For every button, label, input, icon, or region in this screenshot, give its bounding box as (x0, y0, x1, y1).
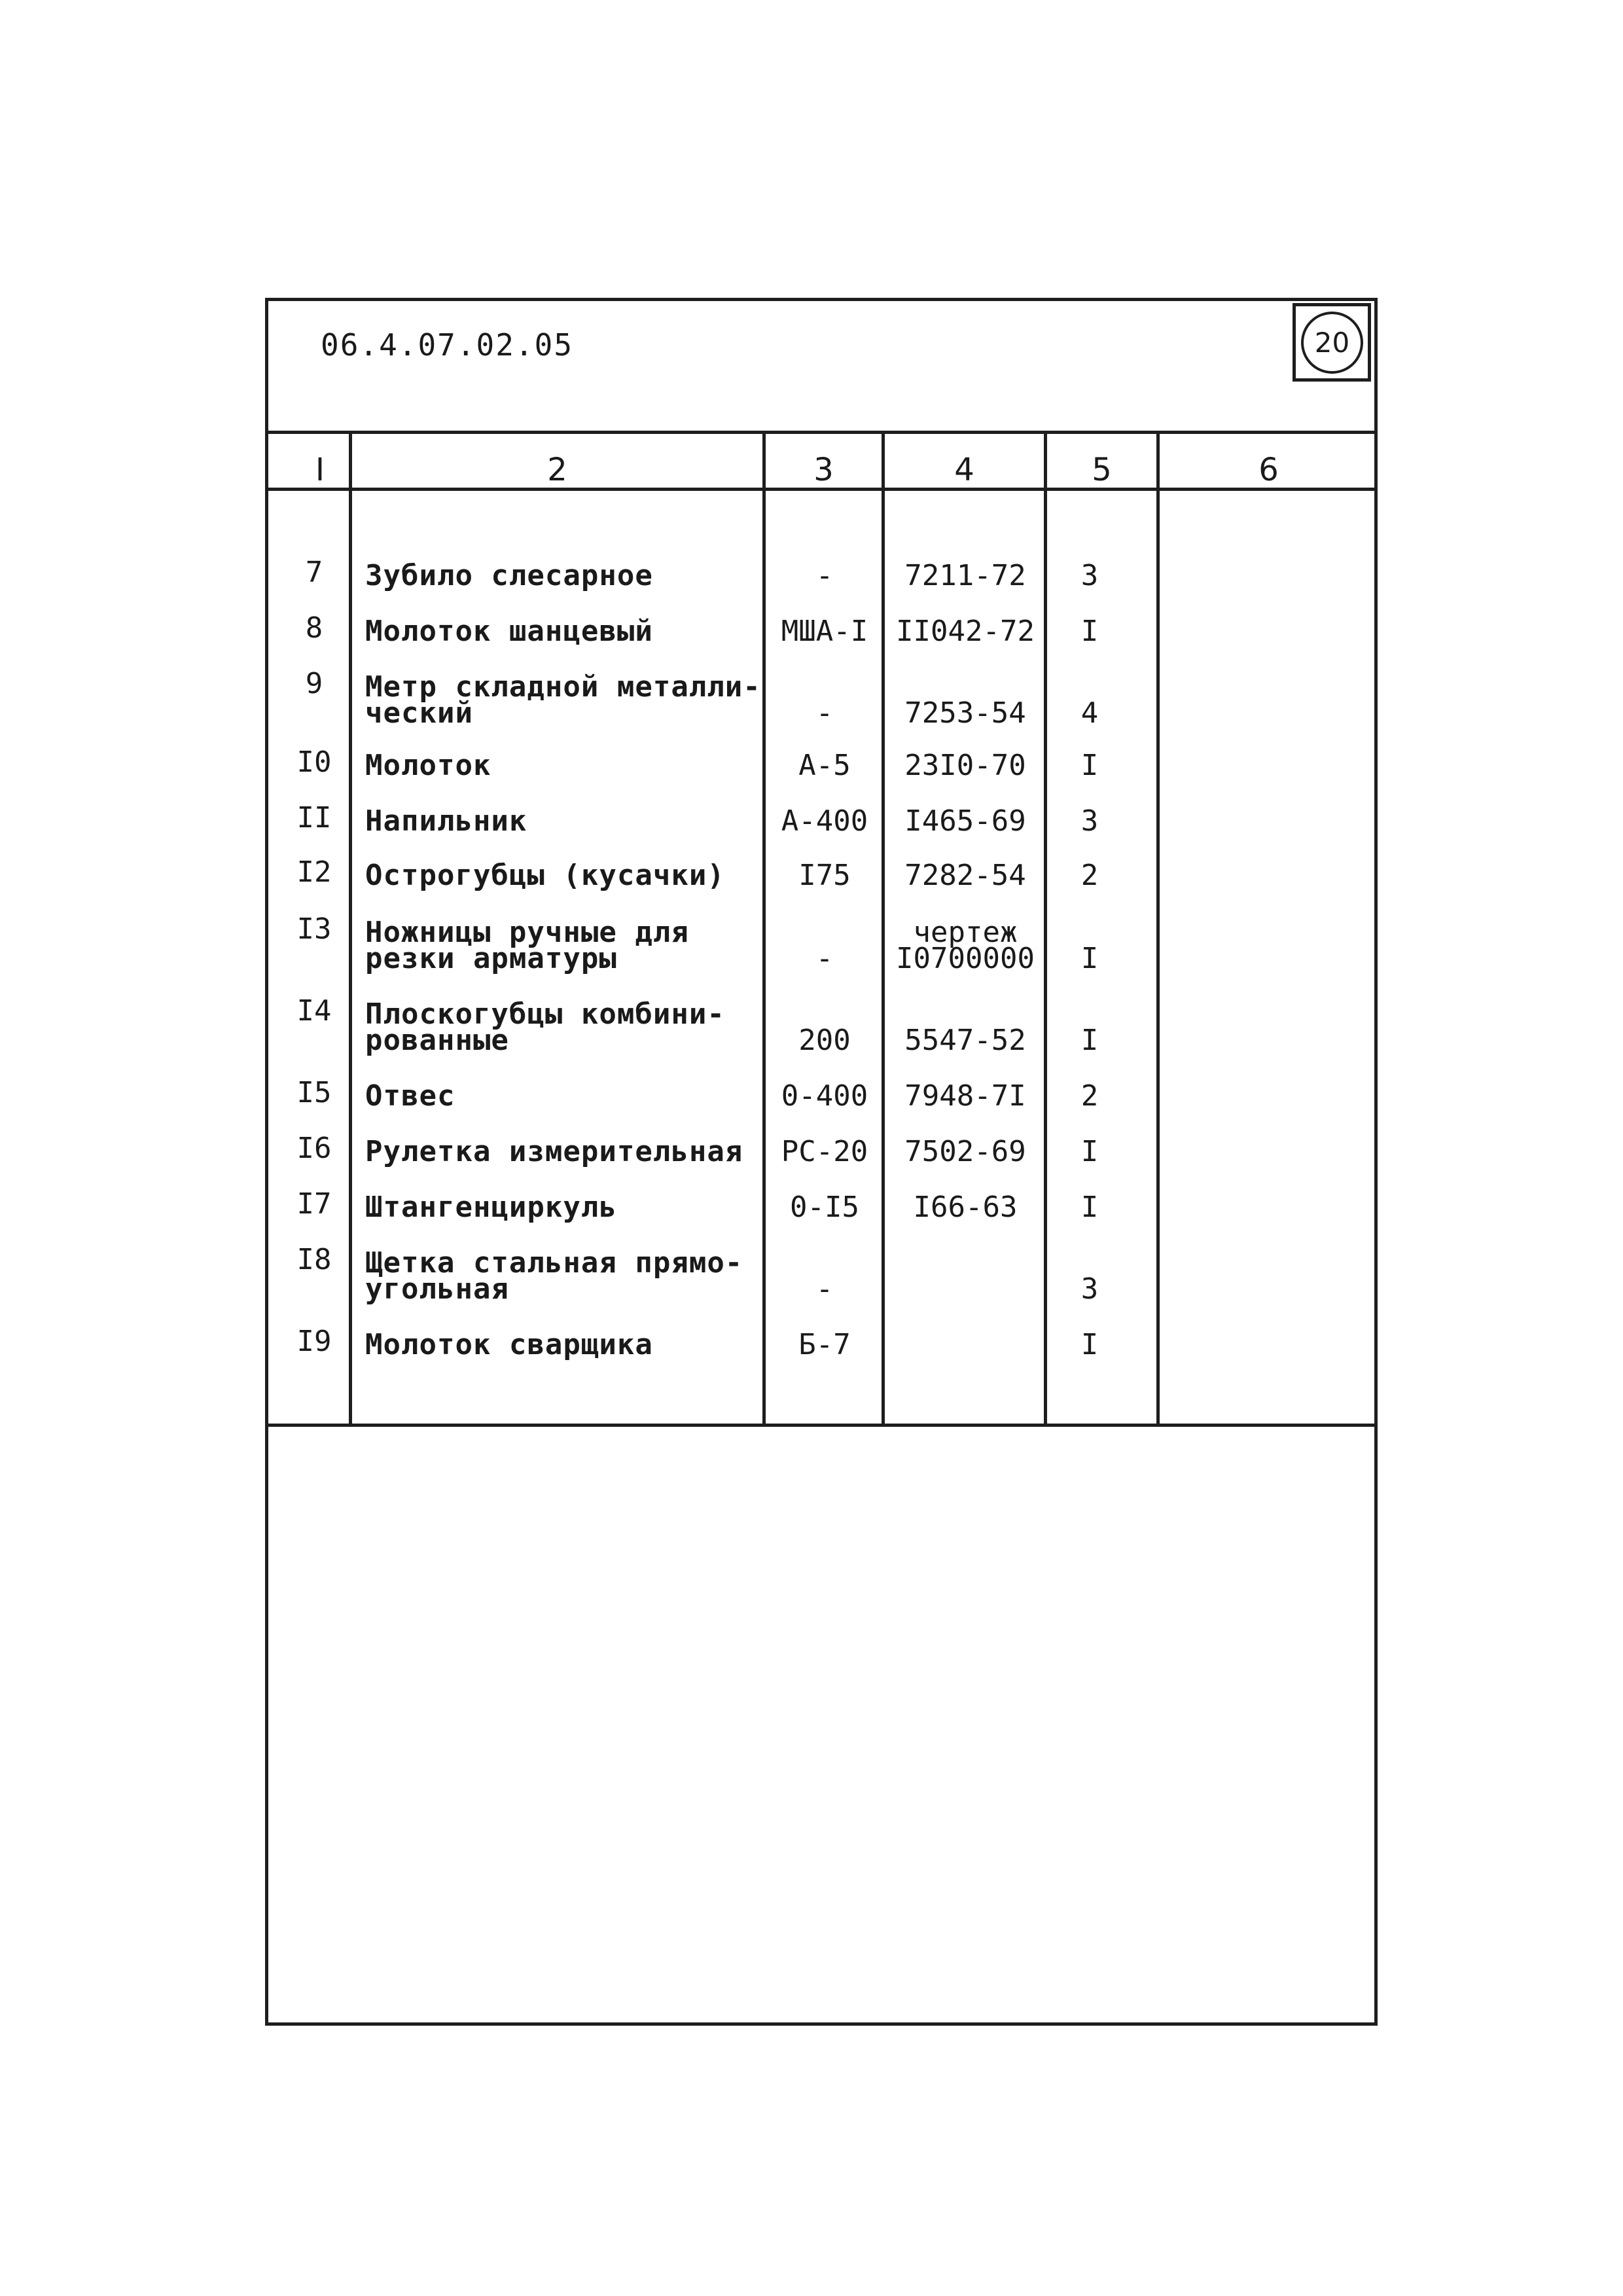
item-name: резки арматуры (365, 942, 617, 975)
item-quantity: 3 (1080, 804, 1099, 838)
row-number: I7 (296, 1187, 332, 1221)
row-number: I2 (296, 855, 332, 889)
item-gost: I465-69 (904, 804, 1026, 838)
item-name: Рулетка измерительная (365, 1135, 743, 1168)
item-type: РС-20 (781, 1135, 868, 1168)
item-name: Напильник (365, 804, 527, 838)
item-name: Зубило слесарное (365, 559, 653, 592)
item-type: 0-I5 (790, 1191, 859, 1224)
item-gost: 5547-52 (904, 1024, 1026, 1057)
item-name: Молоток сварщика (365, 1328, 653, 1361)
row-number: I6 (296, 1132, 332, 1165)
item-gost: 7948-7I (904, 1079, 1026, 1113)
item-name: Штангенциркуль (365, 1191, 617, 1224)
item-quantity: 2 (1080, 1079, 1099, 1113)
item-gost: 7211-72 (904, 559, 1026, 592)
item-quantity: 3 (1080, 559, 1099, 592)
row-number: I8 (296, 1243, 332, 1276)
item-type: А-400 (781, 804, 868, 838)
item-quantity: 3 (1080, 1272, 1099, 1306)
item-name: Острогубцы (кусачки) (365, 859, 725, 892)
item-gost: I66-63 (913, 1191, 1018, 1224)
column-divider (1044, 432, 1047, 1426)
item-name: Ножницы ручные для (365, 916, 689, 949)
item-type: А-5 (798, 749, 851, 782)
item-type: I75 (798, 859, 851, 892)
row-number: I5 (296, 1076, 332, 1109)
item-name: Молоток (365, 749, 491, 782)
column-divider (1156, 432, 1160, 1426)
row-number: II (296, 801, 332, 834)
item-quantity: I (1080, 1328, 1099, 1361)
item-gost: II042-72 (896, 615, 1035, 648)
column-divider (349, 432, 352, 1426)
item-type: - (815, 1272, 834, 1306)
header-col-6: 6 (1258, 452, 1279, 488)
item-quantity: 4 (1080, 696, 1099, 730)
row-number: I4 (296, 994, 332, 1028)
item-name: Молоток шанцевый (365, 615, 653, 648)
header-col-1: I (315, 452, 325, 488)
row-number: I0 (296, 745, 332, 779)
row-number: I3 (296, 912, 332, 946)
item-type: - (815, 942, 834, 975)
page-number: 20 (1301, 312, 1363, 374)
item-gost: I0700000 (896, 942, 1035, 975)
header-top-rule (265, 431, 1378, 434)
item-quantity: I (1080, 615, 1099, 648)
item-gost: 23I0-70 (904, 749, 1026, 782)
item-gost: 7253-54 (904, 696, 1026, 730)
item-type: 200 (798, 1024, 851, 1057)
item-type: - (815, 559, 834, 592)
item-quantity: I (1080, 1191, 1099, 1224)
item-name: Щетка стальная прямо- (365, 1246, 743, 1280)
item-name: Плоскогубцы комбини- (365, 997, 725, 1031)
table-bottom-rule (265, 1424, 1378, 1427)
item-name: Отвес (365, 1079, 455, 1113)
item-gost: чертеж (913, 916, 1018, 949)
item-gost: 7502-69 (904, 1135, 1026, 1168)
item-quantity: I (1080, 1135, 1099, 1168)
item-type: - (815, 696, 834, 730)
row-number: 8 (305, 611, 323, 645)
row-number: I9 (296, 1325, 332, 1358)
header-col-5: 5 (1092, 452, 1112, 488)
document-code: 06.4.07.02.05 (321, 327, 574, 363)
item-name: Метр складной металли- (365, 670, 761, 704)
header-col-3: 3 (813, 452, 834, 488)
item-name: угольная (365, 1272, 509, 1306)
page-number-box (1293, 303, 1371, 382)
row-number: 9 (305, 667, 323, 700)
item-name: ческий (365, 696, 473, 730)
header-col-4: 4 (954, 452, 974, 488)
item-type: Б-7 (798, 1328, 851, 1361)
row-number: 7 (305, 556, 323, 589)
item-quantity: I (1080, 1024, 1099, 1057)
header-col-2: 2 (547, 452, 567, 488)
item-type: МША-I (781, 615, 868, 648)
item-quantity: 2 (1080, 859, 1099, 892)
item-name: рованные (365, 1024, 509, 1057)
item-type: 0-400 (781, 1079, 868, 1113)
item-quantity: I (1080, 942, 1099, 975)
item-quantity: I (1080, 749, 1099, 782)
item-gost: 7282-54 (904, 859, 1026, 892)
